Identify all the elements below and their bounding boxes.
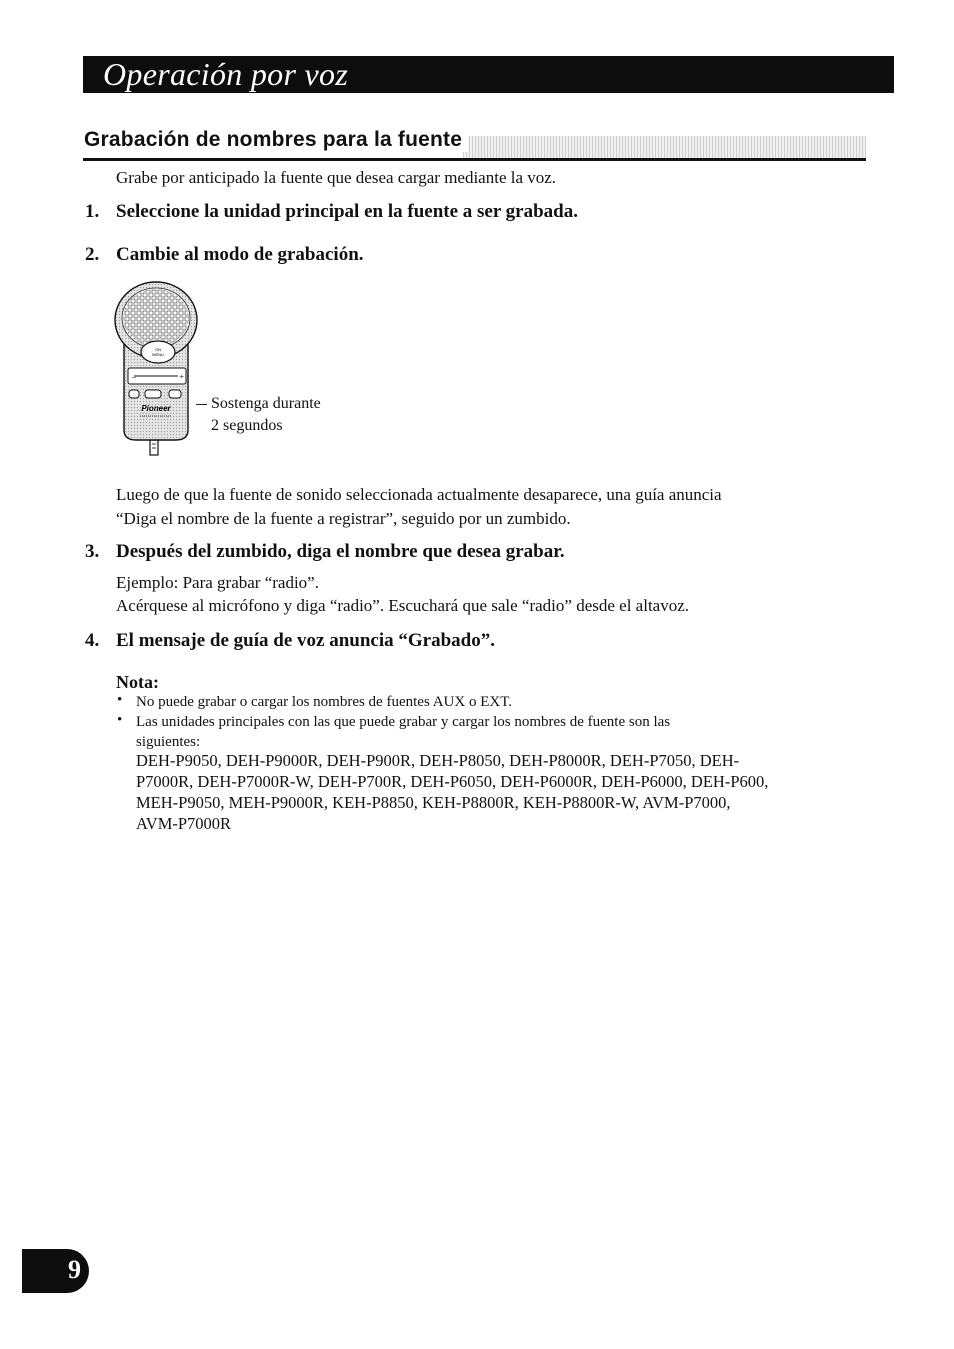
step-1-number: 1. (85, 201, 100, 222)
models-line-4: AVM-P7000R (136, 814, 232, 833)
svg-text:+: + (179, 372, 184, 381)
remote-control-illustration (112, 280, 212, 460)
bullet-dot-1: • (117, 692, 123, 708)
step-2-text: Cambie al modo de grabación. (116, 244, 364, 265)
step-3-number: 3. (85, 541, 100, 562)
models-line-1: DEH-P9050, DEH-P9000R, DEH-P900R, DEH-P8050, DEH-P8000R, DEH-P7050, DEH- (136, 751, 740, 770)
example-line-2: Acérquese al micrófono y diga “radio”. Escuchará que sale “radio” desde el altavoz. (116, 596, 690, 615)
step-2 (85, 244, 364, 266)
models-line-3: MEH-P9050, MEH-P9000R, KEH-P8850, KEH-P8800R, KEH-P8800R-W, AVM-P7000, (136, 793, 731, 812)
chapter-title: Operación por voz (103, 56, 349, 92)
step-1-text: Seleccione la unidad principal en la fuente a ser grabada. (116, 201, 579, 222)
chapter-banner (83, 56, 894, 93)
note-bullet-2-line-2: siguientes: (136, 734, 201, 750)
after-figure-line-2: “Diga el nombre de la fuente a registrar”, seguido por un zumbido. (116, 509, 571, 528)
page-number: 9 (68, 1255, 81, 1284)
step-2-number: 2. (85, 244, 100, 265)
section-header-pattern (463, 136, 866, 158)
step-4-text: El mensaje de guía de voz anuncia “Grabado”. (116, 630, 495, 651)
after-figure-line-1: Luego de que la fuente de sonido seleccionada actualmente desaparece, una guía anuncia (116, 485, 722, 504)
note-bullet-2-line-1: Las unidades principales con las que puede grabar y cargar los nombres de fuente son las (136, 714, 671, 730)
callout-line (196, 404, 207, 405)
svg-text:ON: ON (155, 347, 161, 352)
callout-line-2: 2 segundos (211, 417, 283, 434)
example-line-1: Ejemplo: Para grabar “radio”. (116, 573, 319, 592)
callout-line-1: Sostenga durante (211, 395, 321, 412)
step-1 (85, 201, 578, 223)
note-bullet-1: No puede grabar o cargar los nombres de fuentes AUX o EXT. (136, 694, 512, 710)
page-number-tab (22, 1249, 89, 1293)
svg-text:MENU: MENU (152, 352, 164, 357)
models-line-2: P7000R, DEH-P7000R-W, DEH-P700R, DEH-P6050, DEH-P6000R, DEH-P6000, DEH-P600, (136, 772, 769, 791)
step-4 (85, 630, 495, 652)
remote-brand-label: Pioneer (141, 404, 171, 413)
bullet-dot-2: • (117, 712, 123, 728)
svg-text:–: – (132, 372, 136, 381)
section-title: Grabación de nombres para la fuente (84, 128, 468, 152)
step-3 (85, 541, 565, 563)
section-header (83, 124, 866, 161)
intro-text: Grabe por anticipado la fuente que desea cargar mediante la voz. (116, 168, 557, 187)
step-4-number: 4. (85, 630, 100, 651)
note-heading: Nota: (116, 672, 159, 692)
step-3-text: Después del zumbido, diga el nombre que desea grabar. (116, 541, 565, 562)
